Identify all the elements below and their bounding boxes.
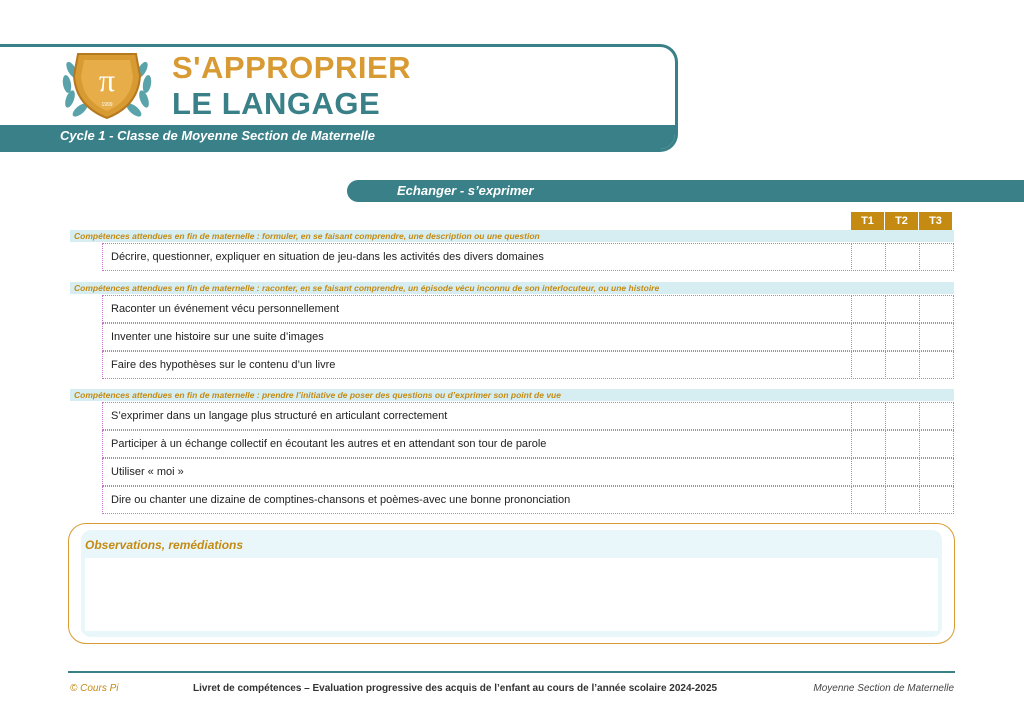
observations-box <box>68 523 955 644</box>
logo-year: 1999 <box>101 102 113 108</box>
header-subtitle: Cycle 1 - Classe de Moyenne Section de Maternelle <box>60 128 376 143</box>
column-header-t2: T2 <box>885 212 919 230</box>
competency-row <box>102 323 954 351</box>
t3-cell[interactable] <box>919 351 953 379</box>
footer-document-title: Livret de compétences – Evaluation progressive des acquis de l’enfant au cours de l’année scolaire 2024-2025 <box>193 683 718 694</box>
competency-row <box>102 430 954 458</box>
competency-group-heading: Compétences attendues en fin de maternelle : formuler, en se faisant comprendre, une description ou une question <box>70 230 954 242</box>
section-title: Echanger - s’exprimer <box>397 183 534 198</box>
competency-label: Décrire, questionner, expliquer en situation de jeu-dans les activités des divers domaines <box>111 251 544 263</box>
competency-label: Participer à un échange collectif en écoutant les autres et en attendant son tour de parole <box>111 438 547 450</box>
t3-cell[interactable] <box>919 430 953 458</box>
t2-cell[interactable] <box>885 351 919 379</box>
t2-cell[interactable] <box>885 430 919 458</box>
competency-row <box>102 351 954 379</box>
t1-cell[interactable] <box>851 351 885 379</box>
footer-class-level: Moyenne Section de Maternelle <box>813 683 954 694</box>
competency-row <box>102 458 954 486</box>
t3-cell[interactable] <box>919 323 953 351</box>
t2-cell[interactable] <box>885 295 919 323</box>
column-header-t1: T1 <box>851 212 885 230</box>
t1-cell[interactable] <box>851 243 885 271</box>
competency-label: Inventer une histoire sur une suite d’images <box>111 331 324 343</box>
column-header-t3: T3 <box>919 212 953 230</box>
t1-cell[interactable] <box>851 295 885 323</box>
t2-cell[interactable] <box>885 486 919 514</box>
t1-cell[interactable] <box>851 323 885 351</box>
competency-label: Raconter un événement vécu personnellement <box>111 303 340 315</box>
title-line-1: S'APPROPRIER <box>172 50 412 85</box>
title-line-2: LE LANGAGE <box>172 86 381 121</box>
t2-cell[interactable] <box>885 323 919 351</box>
observations-text-area[interactable] <box>85 558 938 631</box>
observations-panel <box>81 530 942 637</box>
cours-pi-logo <box>58 46 156 122</box>
t2-cell[interactable] <box>885 458 919 486</box>
competency-group-heading: Compétences attendues en fin de maternelle : raconter, en se faisant comprendre, un épisode vécu inconnu de son interlocuteur, ou une histoire <box>70 282 954 294</box>
t1-cell[interactable] <box>851 430 885 458</box>
t1-cell[interactable] <box>851 458 885 486</box>
t2-cell[interactable] <box>885 402 919 430</box>
competency-label: Utiliser « moi » <box>111 466 184 478</box>
t1-cell[interactable] <box>851 486 885 514</box>
t3-cell[interactable] <box>919 458 953 486</box>
competency-row <box>102 402 954 430</box>
competency-group-heading: Compétences attendues en fin de maternelle : prendre l’initiative de poser des questions ou d’exprimer son point de vue <box>70 389 954 401</box>
competency-row <box>102 486 954 514</box>
footer-divider <box>68 671 955 673</box>
t2-cell[interactable] <box>885 243 919 271</box>
section-band <box>347 180 1024 202</box>
header-band <box>0 125 675 149</box>
t3-cell[interactable] <box>919 295 953 323</box>
competency-row <box>102 243 954 271</box>
logo-symbol: π <box>98 62 116 98</box>
competency-label: Dire ou chanter une dizaine de comptines-chansons et poèmes-avec une bonne prononciation <box>111 494 571 506</box>
t3-cell[interactable] <box>919 402 953 430</box>
observations-title: Observations, remédiations <box>85 538 244 552</box>
competency-label: Faire des hypothèses sur le contenu d’un livre <box>111 359 336 371</box>
t3-cell[interactable] <box>919 243 953 271</box>
t1-cell[interactable] <box>851 402 885 430</box>
footer-copyright: © Cours Pi <box>70 683 119 694</box>
competency-label: S’exprimer dans un langage plus structuré en articulant correctement <box>111 410 448 422</box>
competency-row <box>102 295 954 323</box>
t3-cell[interactable] <box>919 486 953 514</box>
